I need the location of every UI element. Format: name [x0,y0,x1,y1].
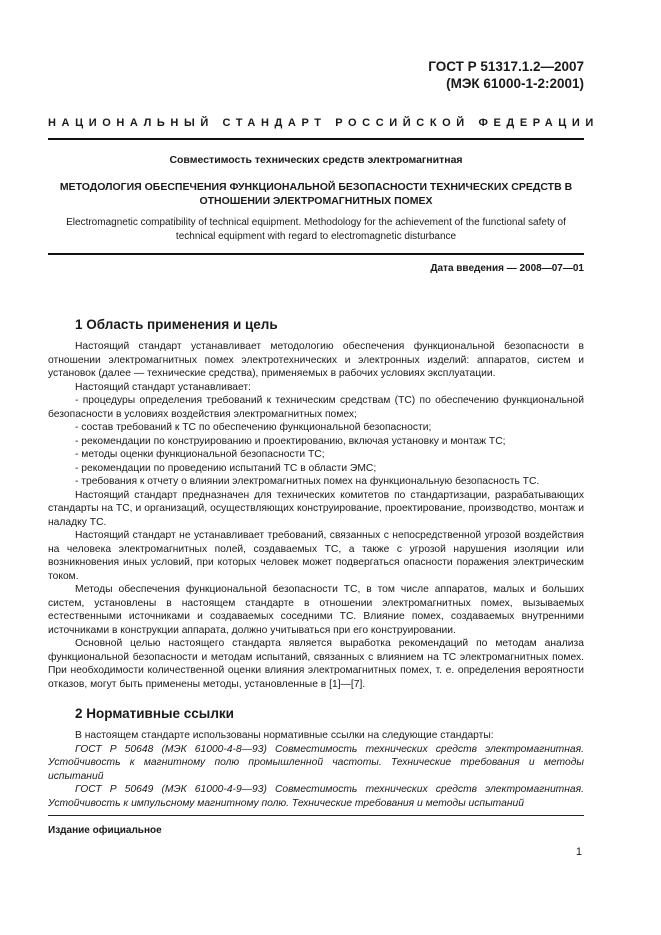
main-title: МЕТОДОЛОГИЯ ОБЕСПЕЧЕНИЯ ФУНКЦИОНАЛЬНОЙ БЕЗОПАСНОСТИ ТЕХНИЧЕСКИХ СРЕДСТВ В ОТНОШЕНИИ ЭЛЕКТРОМАГНИТНЫХ ПОМЕХ [59,181,573,207]
gost-number: ГОСТ Р 51317.1.2—2007 [428,59,584,74]
section2-heading: 2 Нормативные ссылки [75,706,234,721]
title-divider [48,253,584,255]
english-title: Electromagnetic compatibility of technical equipment. Methodology for the achievement of the functional safety of technical equipment with regard to electromagnetic disturbance [66,217,566,242]
list-item: - состав требований к ТС по обеспечению функциональной безопасности; [75,422,432,433]
footer-divider [48,815,584,816]
iec-number: (МЭК 61000-1-2:2001) [446,76,584,91]
paragraph: Основной целью настоящего стандарта является выработка рекомендаций по методам анализа функциональной безопасности и методам испытаний, связанных с влиянием на ТС электромагнитных помех. При необходимости количественной оценки влияния электромагнитных помех, т. е. определения вероятности отказов, могут быть применены методы, установленные в [1]—[7]. [48,638,584,690]
top-divider [48,138,584,140]
edition-label: Издание официальное [48,825,162,836]
paragraph: Настоящий стандарт устанавливает методологию обеспечения функциональной безопасности в отношении электромагнитных помех электротехнических и электронных изделий: аппаратов, систем и установок (далее — технические средства), применяемых в рабочих условиях эксплуатации. [48,341,584,379]
section1-heading: 1 Область применения и цель [75,317,278,332]
national-standard-heading: НАЦИОНАЛЬНЫЙ СТАНДАРТ РОССИЙСКОЙ ФЕДЕРАЦИИ [48,117,599,129]
paragraph: Настоящий стандарт предназначен для технических комитетов по стандартизации, разрабатывающих стандарты на ТС, и организаций, осуществляющих конструирование, проектирование, производство, монтаж и наладку ТС. [48,489,584,528]
reference-item: ГОСТ Р 50649 (МЭК 61000-4-9—93) Совместимость технических средств электромагнитная. Устойчивость к импульсному магнитному полю. Технические требования и методы испытаний [48,784,584,809]
list-item: - рекомендации по проведению испытаний ТС в области ЭМС; [75,462,377,474]
list-item: - требования к отчету о влиянии электромагнитных помех на функциональную безопасность ТС. [75,476,540,487]
date-introduced: Дата введения — 2008—07—01 [430,263,584,274]
section1-body [48,340,584,691]
list-item: - методы оценки функциональной безопасности ТС; [75,449,325,460]
list-item: - рекомендации по конструированию и проектированию, включая установку и монтаж ТС; [75,435,506,447]
paragraph: Настоящий стандарт устанавливает: [75,381,251,393]
reference-item: ГОСТ Р 50648 (МЭК 61000-4-8—93) Совместимость технических средств электромагнитная. Устойчивость к магнитному полю промышленной частоты. Технические требования и методы испытаний [48,743,584,782]
paragraph: Настоящий стандарт не устанавливает требований, связанных с непосредственной угрозой воздействия на человека электромагнитных полей, создаваемых ТС, а также с угрозой нарушения изоляции или возникновения иных условий, при которых человек может подвергаться опасности поражения электрическим током. [48,530,584,582]
list-item: - процедуры определения требований к техническим средствам (ТС) по обеспечению функциональной безопасности в условиях воздействия электромагнитных помех; [48,395,584,420]
paragraph: В настоящем стандарте использованы нормативные ссылки на следующие стандарты: [75,730,494,741]
paragraph: Методы обеспечения функциональной безопасности ТС, в том числе аппаратов, малых и больших систем, установлены в настоящем стандарте в отношении электромагнитных помех, вызываемых естественными источниками и создаваемых соседними ТС. Влияние помех, создаваемых внутренними источниками в конструкции аппарата, должно учитываться при его конструировании. [48,584,584,636]
section2-body [48,729,584,810]
general-title: Совместимость технических средств электромагнитная [169,154,463,166]
page-number: 1 [575,846,582,858]
standard-number-block [428,58,584,92]
